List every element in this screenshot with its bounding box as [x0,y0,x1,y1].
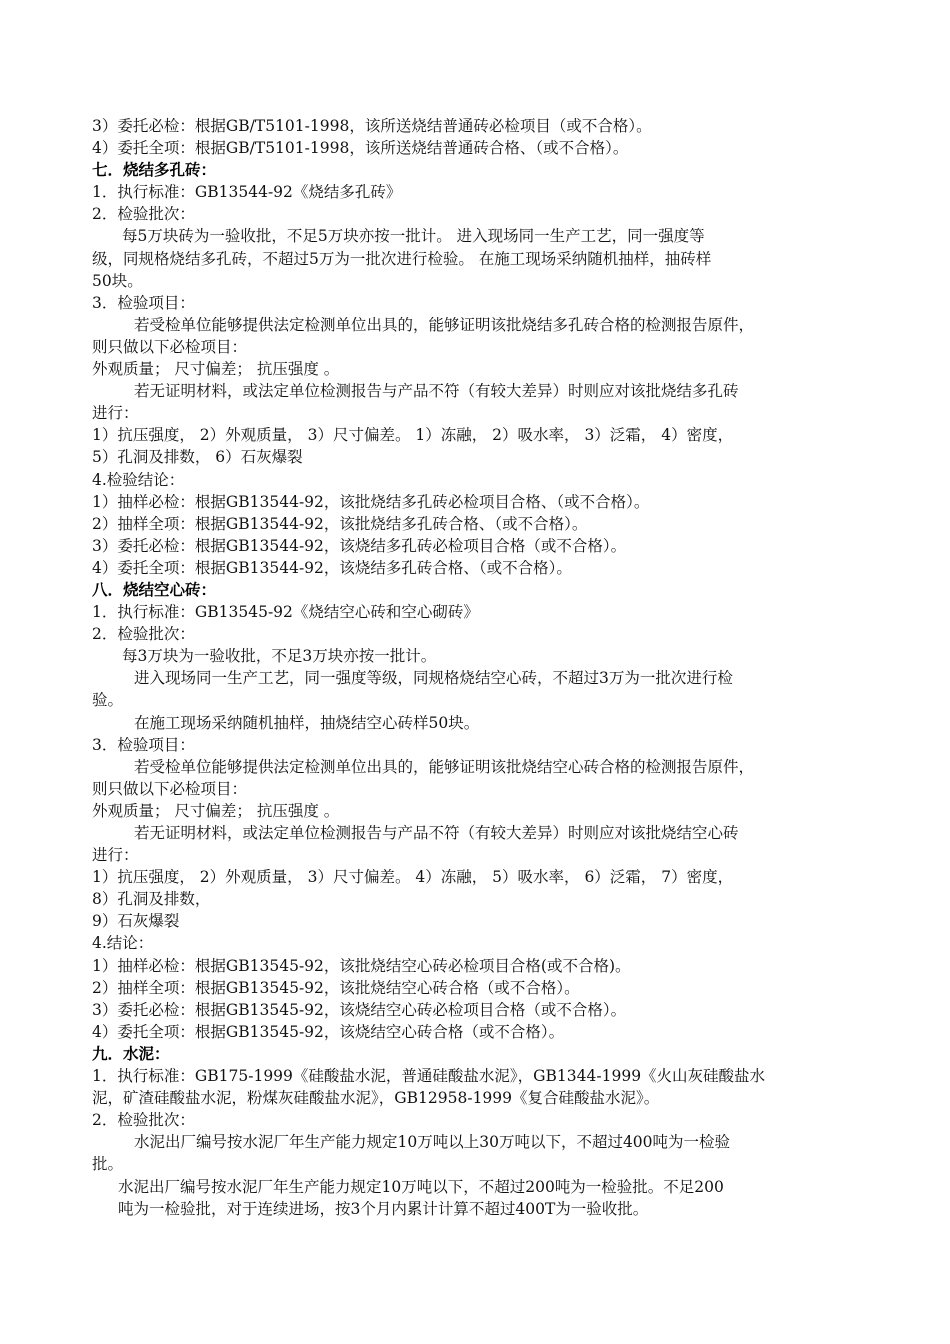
text-line: 1）抗压强度， 2）外观质量， 3）尺寸偏差。 1）冻融， 2）吸水率， 3）泛霜， 4）密度， [92,426,734,445]
text-line: 1）抽样必检：根据GB13544-92，该批烧结多孔砖必检项目合格、（或不合格）。 [92,492,650,511]
text-line: 4.结论： [92,934,154,953]
text-line: 验。 [92,691,124,710]
text-line: 泥，矿渣硅酸盐水泥，粉煤灰硅酸盐水泥》，GB12958-1999《复合硅酸盐水泥》。 [92,1089,660,1108]
text-line: 5）孔洞及排数， 6）石灰爆裂 [92,448,303,467]
section-heading: 七．烧结多孔砖： [92,161,217,180]
text-line: 水泥出厂编号按水泥厂年生产能力规定10万吨以下，不超过200吨为一检验批。不足200 [118,1177,724,1196]
text-line: 4）委托全项：根据GB/T5101-1998，该所送烧结普通砖合格、（或不合格）。 [92,139,629,158]
text-line: 进行： [92,404,139,423]
text-line: 4.检验结论： [92,470,185,489]
text-line: 每5万块砖为一验收批，不足5万块亦按一批计。 进入现场同一生产工艺，同一强度等 [122,227,705,246]
text-line: 1．执行标准：GB175-1999《硅酸盐水泥，普通硅酸盐水泥》，GB1344-1999《火山灰硅酸盐水 [92,1067,766,1086]
text-line: 3．检验项目： [92,735,195,754]
section-heading: 九．水泥： [92,1044,170,1063]
text-line: 每3万块为一验收批，不足3万块亦按一批计。 [122,647,437,666]
text-line: 4）委托全项：根据GB13545-92，该烧结空心砖合格（或不合格）。 [92,1022,565,1041]
text-line: 1．执行标准：GB13544-92《烧结多孔砖》 [92,183,402,202]
text-line: 若受检单位能够提供法定检测单位出具的，能够证明该批烧结空心砖合格的检测报告原件， [134,757,755,776]
text-line: 在施工现场采纳随机抽样，抽烧结空心砖样50块。 [134,713,480,732]
text-line: 若无证明材料，或法定单位检测报告与产品不符（有较大差异）时则应对该批烧结空心砖 [134,824,739,842]
text-line: 外观质量； 尺寸偏差； 抗压强度 。 [92,801,340,820]
text-line: 2．检验批次： [92,205,195,224]
text-line: 3）委托必检：根据GB13545-92，该烧结空心砖必检项目合格（或不合格）。 [92,1000,627,1019]
text-line: 外观质量； 尺寸偏差； 抗压强度 。 [92,360,340,379]
document-page [92,115,892,1220]
text-line: 2）抽样全项：根据GB13545-92，该批烧结空心砖合格（或不合格）。 [92,978,580,997]
text-line: 4）委托全项：根据GB13544-92，该烧结多孔砖合格、（或不合格）。 [92,558,572,577]
text-line: 1．执行标准：GB13545-92《烧结空心砖和空心砌砖》 [92,603,479,622]
text-line: 若受检单位能够提供法定检测单位出具的，能够证明该批烧结多孔砖合格的检测报告原件， [134,315,755,334]
text-line: 3）委托必检：根据GB13544-92，该烧结多孔砖必检项目合格（或不合格）。 [92,536,627,555]
text-line: 水泥出厂编号按水泥厂年生产能力规定10万吨以上30万吨以下，不超过400吨为一检验 [134,1133,731,1152]
text-line: 2）抽样全项：根据GB13544-92，该批烧结多孔砖合格、（或不合格）。 [92,514,588,533]
text-line: 9）石灰爆裂 [92,912,180,931]
text-line: 2．检验批次： [92,625,195,644]
section-heading: 八．烧结空心砖： [92,580,217,599]
text-line: 50块。 [92,271,143,290]
text-line: 1）抽样必检：根据GB13545-92，该批烧结空心砖必检项目合格(或不合格)。 [92,956,631,975]
text-line: 1）抗压强度， 2）外观质量， 3）尺寸偏差。 4）冻融， 5）吸水率， 6）泛霜， 7）密度， [92,868,734,887]
text-line: 批。 [92,1155,124,1174]
text-line: 则只做以下必检项目： [92,779,248,798]
text-line: 级，同规格烧结多孔砖，不超过5万为一批次进行检验。 在施工现场采纳随机抽样，抽砖样 [92,249,712,268]
text-line: 进入现场同一生产工艺，同一强度等级，同规格烧结空心砖，不超过3万为一批次进行检 [134,669,733,688]
text-line: 进行： [92,846,139,865]
text-line: 则只做以下必检项目： [92,337,248,356]
text-line: 3．检验项目： [92,293,195,312]
text-line: 若无证明材料，或法定单位检测报告与产品不符（有较大差异）时则应对该批烧结多孔砖 [134,382,739,401]
text-line: 2．检验批次： [92,1111,195,1130]
text-line: 吨为一检验批，对于连续进场，按3个月内累计计算不超过400T为一验收批。 [118,1199,649,1218]
text-line: 3）委托必检：根据GB/T5101-1998，该所送烧结普通砖必检项目（或不合格）。 [92,117,652,135]
text-line: 8）孔洞及排数， [92,890,211,909]
